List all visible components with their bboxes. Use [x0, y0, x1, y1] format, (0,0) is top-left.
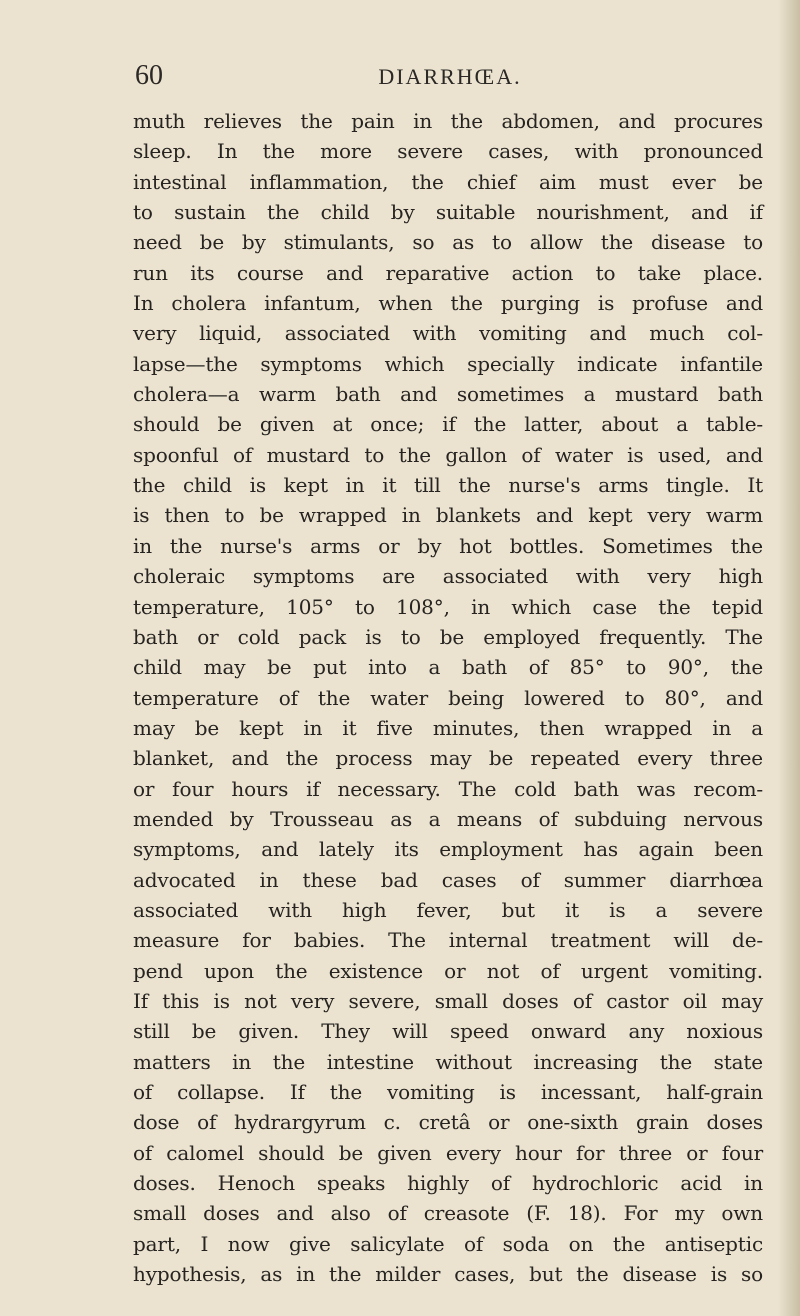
- text-line: muth relieves the pain in the abdomen, and procures: [133, 109, 763, 133]
- text-line: advocated in these bad cases of summer diarrhœa: [133, 867, 763, 892]
- text-line: run its course and reparative action to take place.: [133, 260, 763, 285]
- text-line: measure for babies. The internal treatment will de-: [133, 928, 763, 953]
- text-line: to sustain the child by suitable nourishment, and if: [133, 200, 763, 225]
- text-line: temperature of the water being lowered to 80°, and: [133, 685, 763, 710]
- text-line: cholera—a warm bath and sometimes a mustard bath: [133, 382, 763, 407]
- page-number: 60: [135, 60, 163, 91]
- page-edge-shadow: [778, 0, 800, 1316]
- text-line: spoonful of mustard to the gallon of water is used, and: [133, 442, 763, 467]
- text-line: temperature, 105° to 108°, in which case the tepid: [133, 594, 763, 619]
- text-line: should be given at once; if the latter, about a table-: [133, 412, 763, 437]
- text-line: bath or cold pack is to be employed frequently. The: [133, 624, 763, 649]
- text-line: very liquid, associated with vomiting and much col-: [133, 321, 763, 346]
- text-line: intestinal inflammation, the chief aim must ever be: [133, 169, 763, 194]
- text-line: of calomel should be given every hour for three or four: [133, 1140, 763, 1165]
- text-line: If this is not very severe, small doses of castor oil may: [133, 988, 763, 1013]
- text-line: lapse—the symptoms which specially indicate infantile: [133, 351, 763, 376]
- text-line: symptoms, and lately its employment has again been: [133, 837, 763, 862]
- text-line: part, I now give salicylate of soda on the antiseptic: [133, 1231, 763, 1256]
- text-line: matters in the intestine without increasing the state: [133, 1049, 763, 1074]
- text-line: of collapse. If the vomiting is incessant, half-grain: [133, 1080, 763, 1104]
- text-line: sleep. In the more severe cases, with pronounced: [133, 139, 763, 164]
- text-line: doses. Henoch speaks highly of hydrochloric acid in: [133, 1171, 763, 1196]
- text-line: In cholera infantum, when the purging is profuse and: [133, 291, 763, 316]
- text-line: need be by stimulants, so as to allow the disease to: [133, 230, 763, 255]
- text-line: pend upon the existence or not of urgent vomiting.: [133, 958, 763, 983]
- text-line: small doses and also of creasote (F. 18). For my own: [133, 1201, 763, 1226]
- text-line: or four hours if necessary. The cold bath was recom-: [133, 776, 763, 801]
- section-title: DIARRHŒA.: [378, 64, 522, 89]
- running-head: [135, 56, 765, 96]
- text-line: still be given. They will speed onward any noxious: [133, 1019, 763, 1044]
- text-line: is then to be wrapped in blankets and kept very warm: [133, 503, 763, 528]
- text-line: in the nurse's arms or by hot bottles. Sometimes the: [133, 533, 763, 558]
- text-line: child may be put into a bath of 85° to 90°, the: [133, 655, 763, 680]
- text-line: the child is kept in it till the nurse's arms tingle. It: [133, 473, 763, 498]
- text-line: may be kept in it five minutes, then wrapped in a: [133, 715, 763, 740]
- text-line: choleraic symptoms are associated with very high: [133, 564, 763, 589]
- text-line: dose of hydrargyrum c. cretâ or one-sixth grain doses: [133, 1110, 763, 1135]
- text-line: blanket, and the process may be repeated every three: [133, 746, 763, 771]
- body-text: [133, 106, 763, 1289]
- text-line: hypothesis, as in the milder cases, but the disease is so: [133, 1262, 763, 1287]
- text-line: associated with high fever, but it is a severe: [133, 897, 763, 922]
- text-line: mended by Trousseau as a means of subduing nervous: [133, 806, 763, 831]
